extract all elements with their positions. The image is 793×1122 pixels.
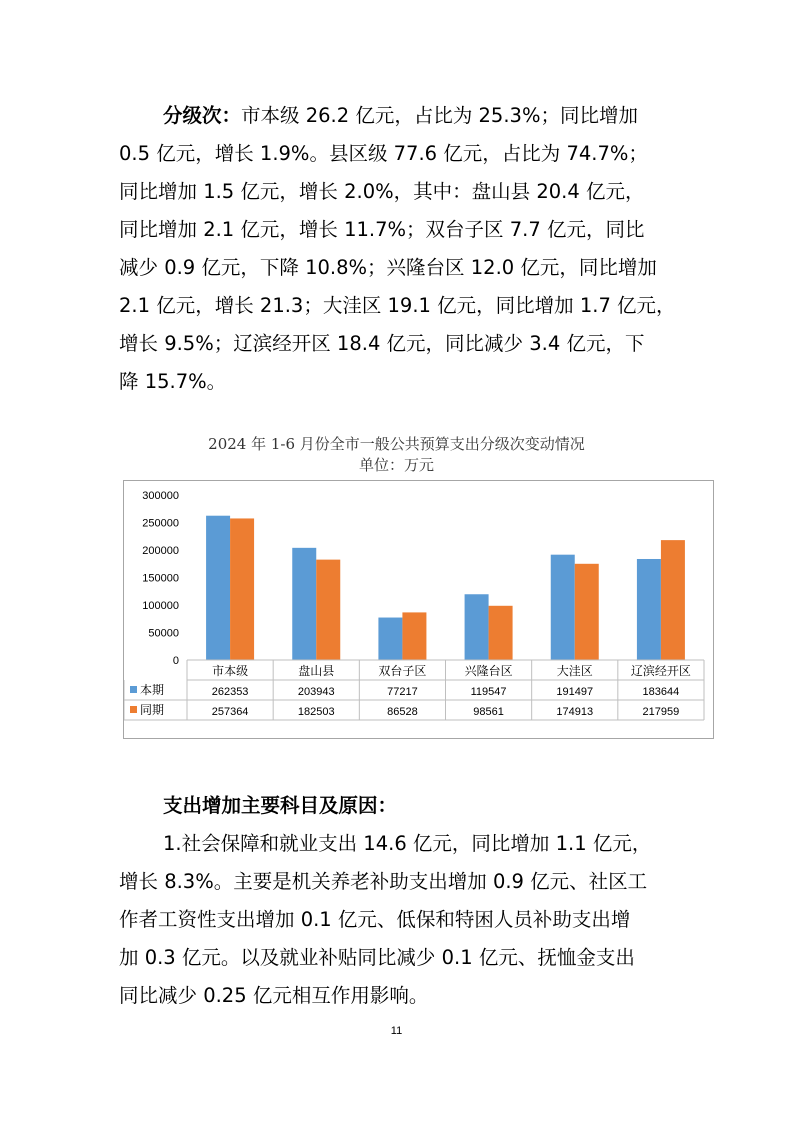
bar-同期-大洼区 — [575, 564, 599, 660]
y-tick-label: 0 — [172, 655, 179, 667]
paragraph-line: 增长 8.3%。主要是机关养老补助支出增加 0.9 亿元、社区工 — [119, 870, 648, 893]
category-label: 盘山县 — [298, 664, 335, 678]
paragraph-line: 0.5 亿元，增长 1.9%。县区级 77.6 亿元，占比为 74.7%； — [119, 142, 648, 165]
legend-swatch-本期 — [130, 686, 137, 693]
bar-本期-市本级 — [206, 516, 230, 660]
category-label: 双台子区 — [378, 664, 427, 678]
category-label: 兴隆台区 — [464, 664, 513, 678]
bar-同期-双台子区 — [402, 612, 426, 660]
y-tick-label: 200000 — [142, 545, 179, 557]
paragraph-line: 降 15.7%。 — [119, 370, 227, 393]
legend-swatch-同期 — [130, 706, 137, 713]
section-heading: 分级次： — [163, 104, 242, 127]
paragraph-line: 1.社会保障和就业支出 14.6 亿元，同比增加 1.1 亿元， — [163, 832, 652, 855]
data-table-value: 203943 — [297, 686, 335, 698]
category-label: 辽滨经开区 — [630, 664, 691, 678]
y-tick-label: 150000 — [142, 572, 179, 585]
paragraph-line: 减少 0.9 亿元，下降 10.8%；兴隆台区 12.0 亿元，同比增加 — [119, 256, 657, 279]
bar-同期-辽滨经开区 — [661, 540, 685, 660]
data-table-value: 262353 — [211, 686, 249, 698]
bar-同期-市本级 — [230, 518, 254, 660]
legend-label-本期: 本期 — [140, 683, 165, 697]
page-number: 11 — [390, 1025, 403, 1037]
chart-subtitle: 单位：万元 — [358, 456, 434, 474]
data-table-value: 182503 — [297, 706, 335, 718]
paragraph-line: 同比增加 2.1 亿元，增长 11.7%；双台子区 7.7 亿元，同比 — [119, 218, 645, 241]
bar-本期-兴隆台区 — [465, 594, 489, 660]
bar-本期-双台子区 — [378, 618, 402, 660]
data-table-value: 217959 — [642, 706, 680, 718]
bar-本期-大洼区 — [551, 555, 575, 660]
data-table-value: 174913 — [556, 706, 594, 718]
paragraph-line: 2.1 亿元，增长 21.3；大洼区 19.1 亿元，同比增加 1.7 亿元， — [119, 294, 676, 317]
y-tick-label: 50000 — [148, 627, 179, 640]
chart-frame — [123, 480, 714, 739]
data-table-value: 77217 — [387, 686, 418, 698]
data-table-value: 183644 — [642, 686, 680, 698]
data-table-value: 191497 — [556, 686, 594, 698]
paragraph-line: 同比减少 0.25 亿元相互作用影响。 — [119, 984, 429, 1007]
paragraph-line: 加 0.3 亿元。以及就业补贴同比减少 0.1 亿元、抚恤金支出 — [119, 946, 635, 969]
paragraph-line: 同比增加 1.5 亿元，增长 2.0%，其中：盘山县 20.4 亿元， — [119, 180, 645, 203]
y-tick-label: 100000 — [142, 600, 179, 612]
bar-本期-辽滨经开区 — [637, 559, 661, 660]
data-table-value: 119547 — [470, 686, 507, 698]
y-tick-label: 300000 — [142, 490, 179, 502]
bar-同期-兴隆台区 — [489, 606, 513, 660]
bar-chart — [124, 481, 715, 740]
bar-同期-盘山县 — [316, 560, 340, 660]
data-table-value: 86528 — [387, 706, 418, 718]
section-heading: 支出增加主要科目及原因： — [163, 794, 398, 817]
paragraph-line: 分级次：市本级 26.2 亿元，占比为 25.3%；同比增加 — [163, 104, 638, 127]
y-tick-label: 250000 — [142, 517, 179, 530]
data-table-value: 98561 — [473, 706, 504, 718]
category-label: 大洼区 — [556, 664, 593, 678]
chart-title: 2024 年 1-6 月份全市一般公共预算支出分级次变动情况 — [208, 435, 585, 453]
bar-本期-盘山县 — [292, 548, 316, 660]
category-label: 市本级 — [212, 664, 249, 678]
paragraph-line: 增长 9.5%；辽滨经开区 18.4 亿元，同比减少 3.4 亿元，下 — [119, 332, 645, 355]
data-table-value: 257364 — [211, 706, 249, 718]
legend-label-同期: 同期 — [140, 703, 165, 717]
paragraph-line: 作者工资性支出增加 0.1 亿元、低保和特困人员补助支出增 — [119, 908, 631, 931]
